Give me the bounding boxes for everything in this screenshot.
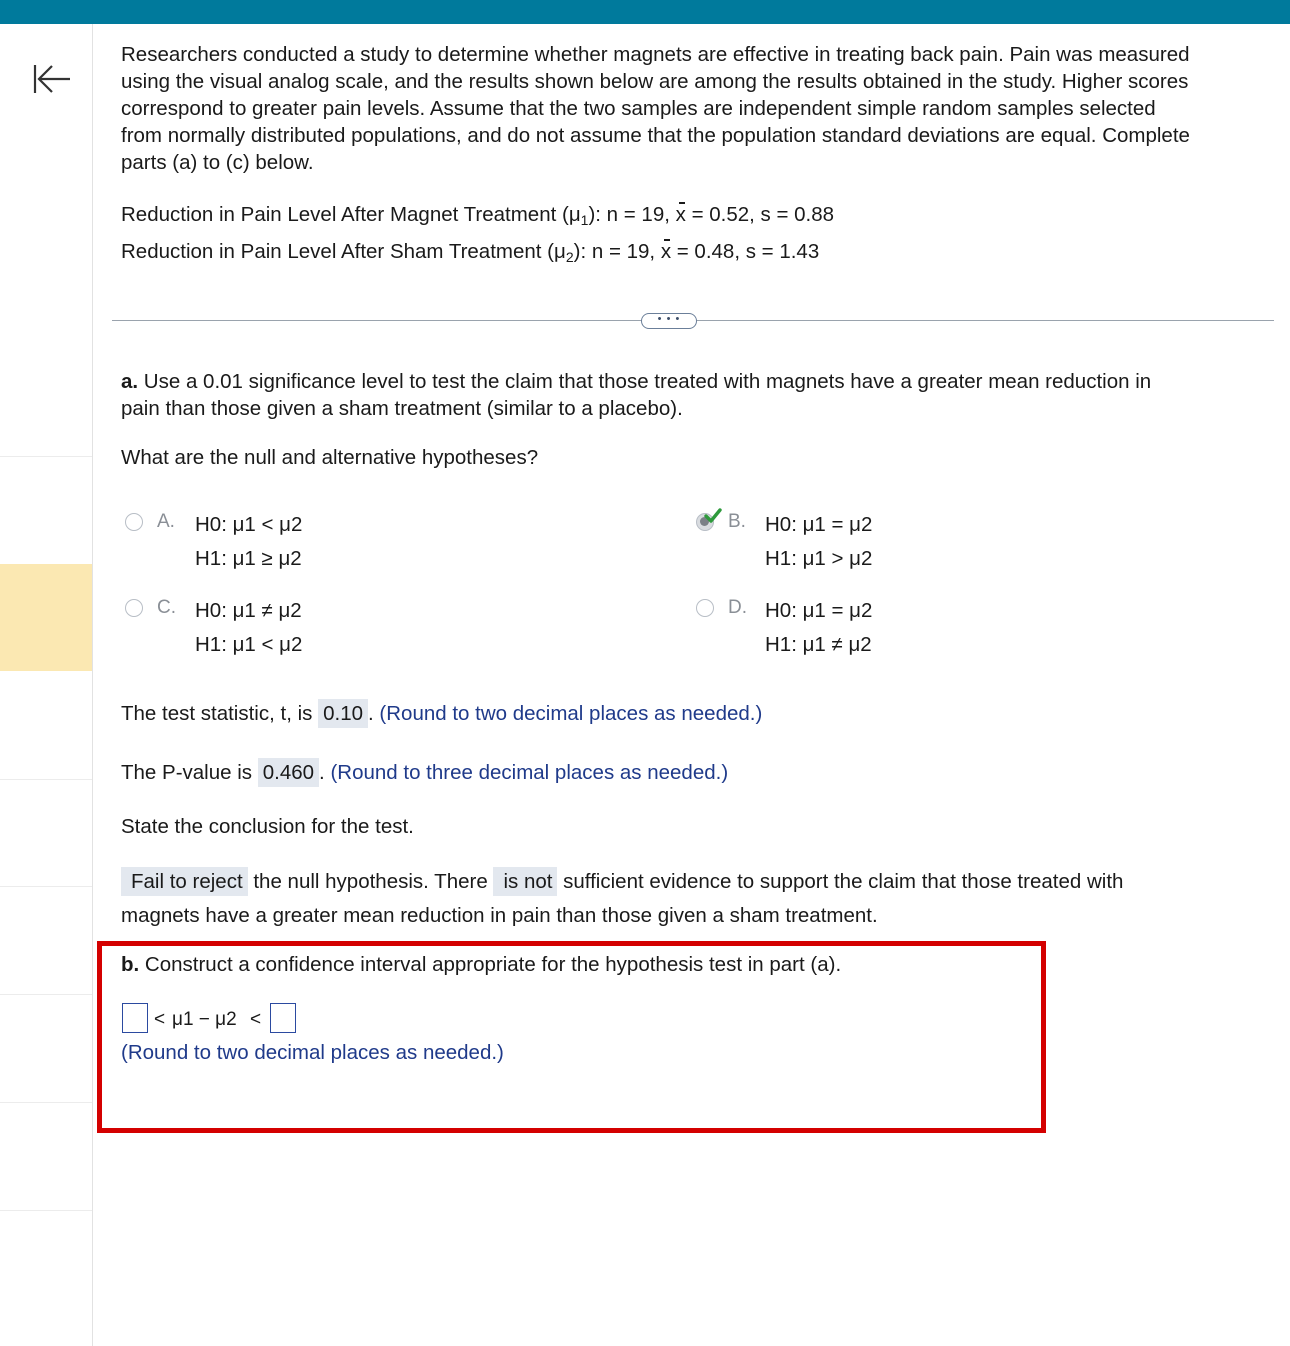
option-b-h1: H1: μ1 > μ2 bbox=[765, 547, 873, 570]
option-b-letter: B. bbox=[728, 511, 746, 532]
option-d-h1: H1: μ1 ≠ μ2 bbox=[765, 633, 872, 656]
option-a-radio[interactable] bbox=[125, 513, 143, 531]
option-d-h0: H0: μ1 = μ2 bbox=[765, 599, 873, 622]
option-c-radio[interactable] bbox=[125, 599, 143, 617]
p-value-row: The P-value is 0.460 . (Round to three decimal places as needed.) bbox=[121, 759, 1266, 786]
intro-line: Researchers conducted a study to determine whether magnets are effective in treating back pain. Pain was measured bbox=[121, 43, 1190, 66]
rail-divider bbox=[0, 1210, 92, 1211]
rail-divider bbox=[0, 779, 92, 780]
show-more-button[interactable]: • • • bbox=[641, 313, 697, 329]
rail-divider bbox=[0, 994, 92, 995]
intro-line: from normally distributed populations, and do not assume that the population standard deviations are equal. Complete bbox=[121, 124, 1190, 147]
decision-dropdown[interactable]: Fail to reject bbox=[121, 867, 248, 896]
part-b-hint: (Round to two decimal places as needed.) bbox=[121, 1041, 504, 1064]
option-a-h1: H1: μ1 ≥ μ2 bbox=[195, 547, 302, 570]
option-d-radio[interactable] bbox=[696, 599, 714, 617]
ci-less-than: < bbox=[250, 1009, 262, 1030]
collapse-back-button[interactable] bbox=[30, 60, 74, 100]
intro-line: using the visual analog scale, and the results shown below are among the results obtained in the study. Higher scores bbox=[121, 70, 1189, 93]
top-bar bbox=[0, 0, 1290, 24]
option-b-h0: H0: μ1 = μ2 bbox=[765, 513, 873, 536]
intro-line: parts (a) to (c) below. bbox=[121, 151, 314, 174]
test-statistic-answer[interactable]: 0.10 bbox=[318, 699, 368, 728]
option-c-h0: H0: μ1 ≠ μ2 bbox=[195, 599, 302, 622]
conclusion-line: Fail to reject the null hypothesis. There is not sufficient evidence to support the claim that those treated with bbox=[121, 868, 1266, 895]
sham-data-row: Reduction in Pain Level After Sham Treatment $(\mu_2)$: n = 19, x = 0.48, s = 1.43 bbox=[121, 240, 820, 265]
intro-line: correspond to greater pain levels. Assume that the two samples are independent simple random samples selected bbox=[121, 97, 1156, 120]
option-a-h0: H0: μ1 < μ2 bbox=[195, 513, 303, 536]
highlight-frame bbox=[97, 941, 1046, 1133]
part-b-prompt: b. Construct a confidence interval appropriate for the hypothesis test in part (a). bbox=[121, 953, 842, 976]
test-statistic-row: The test statistic, t, is 0.10 . (Round to two decimal places as needed.) bbox=[121, 700, 1266, 727]
option-c-h1: H1: μ1 < μ2 bbox=[195, 633, 303, 656]
rail-divider bbox=[0, 456, 92, 457]
option-c-letter: C. bbox=[157, 597, 176, 618]
rail-divider bbox=[0, 1102, 92, 1103]
arrow-left-bar-icon bbox=[30, 60, 74, 100]
option-a-letter: A. bbox=[157, 511, 175, 532]
p-value-answer[interactable]: 0.460 bbox=[258, 758, 319, 787]
evidence-dropdown[interactable]: is not bbox=[493, 867, 557, 896]
ci-less-than: < bbox=[154, 1009, 166, 1030]
current-question-highlight bbox=[0, 564, 92, 671]
rail-divider bbox=[0, 886, 92, 887]
conclusion-prompt: State the conclusion for the test. bbox=[121, 815, 414, 838]
option-d-letter: D. bbox=[728, 597, 747, 618]
hypotheses-question: What are the null and alternative hypotheses? bbox=[121, 446, 539, 469]
left-rail bbox=[0, 24, 93, 1346]
conclusion-line-cont: magnets have a greater mean reduction in pain than those given a sham treatment. bbox=[121, 904, 878, 927]
ci-parameter: μ1 − μ2 bbox=[172, 1009, 237, 1030]
part-a-prompt: a. Use a 0.01 significance level to test the claim that those treated with magnets have a greater mean reduction in bbox=[121, 370, 1152, 393]
part-a-prompt-cont: pain than those given a sham treatment (similar to a placebo). bbox=[121, 397, 683, 420]
magnet-data-row: Reduction in Pain Level After Magnet Treatment $(\mu_1)$: n = 19, x = 0.52, s = 0.88 bbox=[121, 203, 835, 228]
correct-check-icon bbox=[704, 508, 722, 524]
